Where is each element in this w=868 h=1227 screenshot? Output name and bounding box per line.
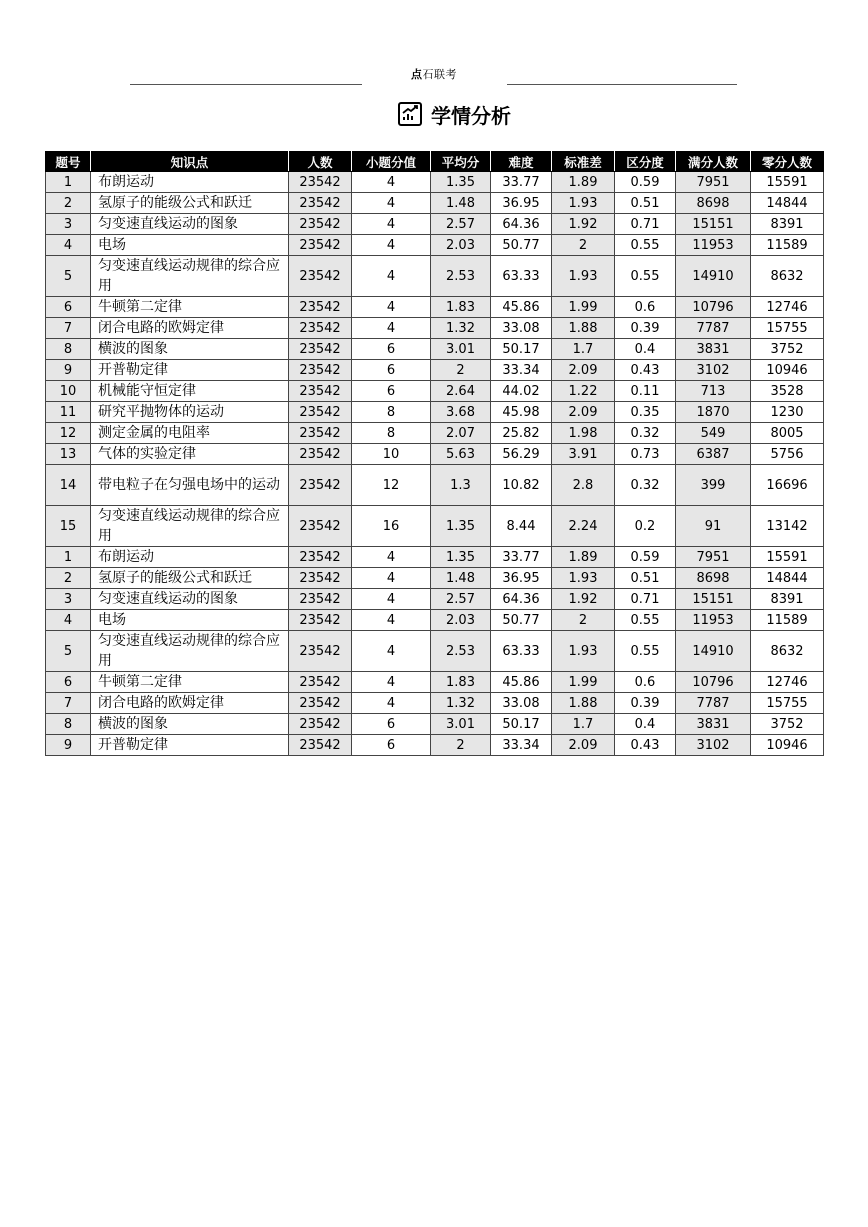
cell-score: 4	[352, 610, 431, 631]
page-header	[0, 62, 868, 88]
cell-difficulty: 44.02	[491, 381, 552, 402]
cell-difficulty: 45.86	[491, 672, 552, 693]
cell-score: 16	[352, 506, 431, 547]
cell-std: 3.91	[552, 444, 615, 465]
cell-avg: 3.01	[431, 339, 491, 360]
cell-std: 2.09	[552, 360, 615, 381]
cell-count: 23542	[289, 589, 352, 610]
cell-disc: 0.43	[615, 735, 676, 756]
cell-avg: 2	[431, 360, 491, 381]
cell-zero: 10946	[751, 735, 824, 756]
cell-disc: 0.55	[615, 235, 676, 256]
cell-difficulty: 33.34	[491, 360, 552, 381]
cell-full: 3831	[676, 714, 751, 735]
cell-disc: 0.32	[615, 423, 676, 444]
header-rule-left	[130, 84, 362, 85]
table-row	[46, 256, 824, 297]
col-header: 满分人数	[676, 152, 751, 172]
cell-full: 549	[676, 423, 751, 444]
table-row	[46, 381, 824, 402]
cell-difficulty: 33.08	[491, 318, 552, 339]
cell-score: 4	[352, 193, 431, 214]
cell-disc: 0.4	[615, 714, 676, 735]
cell-score: 4	[352, 256, 431, 297]
cell-count: 23542	[289, 465, 352, 506]
cell-full: 11953	[676, 235, 751, 256]
cell-score: 4	[352, 589, 431, 610]
cell-disc: 0.73	[615, 444, 676, 465]
cell-disc: 0.59	[615, 172, 676, 193]
cell-disc: 0.2	[615, 506, 676, 547]
col-header: 小题分值	[352, 152, 431, 172]
cell-score: 8	[352, 402, 431, 423]
table-row	[46, 631, 824, 672]
cell-avg: 2.07	[431, 423, 491, 444]
cell-count: 23542	[289, 631, 352, 672]
cell-score: 4	[352, 235, 431, 256]
cell-topic: 横波的图象	[91, 339, 289, 360]
cell-no: 12	[46, 423, 91, 444]
table-row	[46, 214, 824, 235]
cell-disc: 0.4	[615, 339, 676, 360]
cell-disc: 0.51	[615, 193, 676, 214]
cell-no: 2	[46, 193, 91, 214]
cell-difficulty: 33.34	[491, 735, 552, 756]
cell-no: 9	[46, 360, 91, 381]
cell-disc: 0.6	[615, 297, 676, 318]
table-row	[46, 402, 824, 423]
cell-full: 3102	[676, 360, 751, 381]
cell-score: 4	[352, 568, 431, 589]
page-title-block	[0, 96, 868, 132]
header-brand-bold: 点	[411, 68, 423, 81]
cell-score: 4	[352, 214, 431, 235]
cell-full: 7951	[676, 547, 751, 568]
cell-disc: 0.43	[615, 360, 676, 381]
cell-full: 3831	[676, 339, 751, 360]
cell-disc: 0.39	[615, 318, 676, 339]
cell-score: 4	[352, 172, 431, 193]
cell-count: 23542	[289, 506, 352, 547]
cell-full: 399	[676, 465, 751, 506]
cell-zero: 15755	[751, 693, 824, 714]
cell-count: 23542	[289, 214, 352, 235]
cell-topic: 横波的图象	[91, 714, 289, 735]
cell-disc: 0.71	[615, 214, 676, 235]
cell-full: 14910	[676, 256, 751, 297]
cell-zero: 3752	[751, 339, 824, 360]
cell-avg: 2.57	[431, 589, 491, 610]
cell-no: 13	[46, 444, 91, 465]
cell-difficulty: 45.98	[491, 402, 552, 423]
cell-std: 1.93	[552, 631, 615, 672]
table-row	[46, 423, 824, 444]
cell-no: 5	[46, 256, 91, 297]
cell-difficulty: 10.82	[491, 465, 552, 506]
cell-zero: 11589	[751, 235, 824, 256]
cell-avg: 1.35	[431, 547, 491, 568]
analysis-table	[45, 151, 824, 756]
col-header: 标准差	[552, 152, 615, 172]
cell-zero: 16696	[751, 465, 824, 506]
cell-count: 23542	[289, 381, 352, 402]
cell-topic: 电场	[91, 610, 289, 631]
cell-count: 23542	[289, 610, 352, 631]
cell-std: 2.09	[552, 735, 615, 756]
cell-zero: 1230	[751, 402, 824, 423]
cell-topic: 布朗运动	[91, 172, 289, 193]
cell-count: 23542	[289, 235, 352, 256]
cell-disc: 0.59	[615, 547, 676, 568]
cell-count: 23542	[289, 444, 352, 465]
cell-zero: 12746	[751, 672, 824, 693]
cell-full: 6387	[676, 444, 751, 465]
cell-std: 1.88	[552, 318, 615, 339]
table-row	[46, 714, 824, 735]
cell-count: 23542	[289, 547, 352, 568]
cell-zero: 3752	[751, 714, 824, 735]
col-header: 零分人数	[751, 152, 824, 172]
cell-zero: 3528	[751, 381, 824, 402]
cell-topic: 匀变速直线运动的图象	[91, 589, 289, 610]
cell-zero: 8005	[751, 423, 824, 444]
cell-score: 6	[352, 381, 431, 402]
cell-disc: 0.11	[615, 381, 676, 402]
cell-avg: 1.48	[431, 193, 491, 214]
col-header: 知识点	[91, 152, 289, 172]
cell-no: 4	[46, 235, 91, 256]
cell-topic: 匀变速直线运动规律的综合应用	[91, 506, 289, 547]
cell-count: 23542	[289, 672, 352, 693]
cell-avg: 1.32	[431, 693, 491, 714]
cell-no: 10	[46, 381, 91, 402]
col-header: 题号	[46, 152, 91, 172]
table-row	[46, 297, 824, 318]
cell-full: 1870	[676, 402, 751, 423]
cell-std: 2	[552, 235, 615, 256]
cell-topic: 开普勒定律	[91, 360, 289, 381]
cell-no: 14	[46, 465, 91, 506]
cell-difficulty: 45.86	[491, 297, 552, 318]
cell-disc: 0.32	[615, 465, 676, 506]
cell-std: 2.09	[552, 402, 615, 423]
col-header: 人数	[289, 152, 352, 172]
table-row	[46, 735, 824, 756]
cell-full: 3102	[676, 735, 751, 756]
cell-difficulty: 33.77	[491, 547, 552, 568]
cell-topic: 带电粒子在匀强电场中的运动	[91, 465, 289, 506]
cell-disc: 0.55	[615, 256, 676, 297]
table-row	[46, 568, 824, 589]
table-row	[46, 360, 824, 381]
header-brand-rest: 石联考	[422, 68, 457, 81]
cell-zero: 12746	[751, 297, 824, 318]
cell-std: 1.88	[552, 693, 615, 714]
cell-std: 1.99	[552, 672, 615, 693]
cell-zero: 10946	[751, 360, 824, 381]
cell-difficulty: 63.33	[491, 256, 552, 297]
cell-std: 1.99	[552, 297, 615, 318]
cell-disc: 0.35	[615, 402, 676, 423]
cell-topic: 闭合电路的欧姆定律	[91, 318, 289, 339]
col-header: 区分度	[615, 152, 676, 172]
table-row	[46, 193, 824, 214]
cell-count: 23542	[289, 172, 352, 193]
cell-count: 23542	[289, 402, 352, 423]
cell-full: 10796	[676, 672, 751, 693]
cell-zero: 5756	[751, 444, 824, 465]
cell-difficulty: 33.08	[491, 693, 552, 714]
cell-avg: 2.03	[431, 610, 491, 631]
cell-topic: 氢原子的能级公式和跃迁	[91, 568, 289, 589]
cell-difficulty: 50.17	[491, 339, 552, 360]
cell-zero: 14844	[751, 568, 824, 589]
cell-difficulty: 36.95	[491, 193, 552, 214]
cell-count: 23542	[289, 735, 352, 756]
cell-disc: 0.55	[615, 631, 676, 672]
cell-full: 11953	[676, 610, 751, 631]
cell-disc: 0.39	[615, 693, 676, 714]
table-row	[46, 672, 824, 693]
cell-score: 6	[352, 735, 431, 756]
cell-avg: 1.48	[431, 568, 491, 589]
table-row	[46, 318, 824, 339]
cell-count: 23542	[289, 193, 352, 214]
cell-topic: 气体的实验定律	[91, 444, 289, 465]
cell-score: 4	[352, 547, 431, 568]
cell-difficulty: 50.77	[491, 610, 552, 631]
table-row	[46, 465, 824, 506]
cell-avg: 2.64	[431, 381, 491, 402]
cell-score: 6	[352, 339, 431, 360]
cell-avg: 2.03	[431, 235, 491, 256]
cell-difficulty: 50.17	[491, 714, 552, 735]
cell-std: 1.7	[552, 339, 615, 360]
cell-full: 7951	[676, 172, 751, 193]
cell-no: 4	[46, 610, 91, 631]
cell-difficulty: 36.95	[491, 568, 552, 589]
cell-topic: 牛顿第二定律	[91, 297, 289, 318]
col-header: 难度	[491, 152, 552, 172]
cell-disc: 0.71	[615, 589, 676, 610]
cell-topic: 氢原子的能级公式和跃迁	[91, 193, 289, 214]
cell-topic: 电场	[91, 235, 289, 256]
cell-full: 7787	[676, 318, 751, 339]
table-row	[46, 610, 824, 631]
cell-full: 8698	[676, 193, 751, 214]
cell-zero: 15755	[751, 318, 824, 339]
cell-no: 7	[46, 693, 91, 714]
cell-full: 14910	[676, 631, 751, 672]
cell-std: 1.93	[552, 256, 615, 297]
table-row	[46, 339, 824, 360]
cell-std: 1.93	[552, 193, 615, 214]
cell-no: 3	[46, 589, 91, 610]
header-brand	[0, 66, 868, 82]
cell-score: 4	[352, 631, 431, 672]
cell-avg: 5.63	[431, 444, 491, 465]
cell-avg: 3.01	[431, 714, 491, 735]
cell-score: 4	[352, 672, 431, 693]
cell-zero: 13142	[751, 506, 824, 547]
cell-std: 1.22	[552, 381, 615, 402]
cell-count: 23542	[289, 256, 352, 297]
cell-zero: 11589	[751, 610, 824, 631]
cell-zero: 8391	[751, 589, 824, 610]
cell-avg: 2.53	[431, 256, 491, 297]
cell-count: 23542	[289, 297, 352, 318]
cell-no: 8	[46, 339, 91, 360]
cell-difficulty: 63.33	[491, 631, 552, 672]
cell-full: 15151	[676, 214, 751, 235]
cell-disc: 0.55	[615, 610, 676, 631]
cell-std: 1.7	[552, 714, 615, 735]
cell-topic: 匀变速直线运动规律的综合应用	[91, 631, 289, 672]
table-body	[46, 172, 824, 756]
cell-zero: 15591	[751, 172, 824, 193]
cell-no: 2	[46, 568, 91, 589]
header-rule-right	[507, 84, 737, 85]
cell-zero: 8632	[751, 631, 824, 672]
cell-avg: 3.68	[431, 402, 491, 423]
cell-avg: 1.32	[431, 318, 491, 339]
cell-full: 713	[676, 381, 751, 402]
cell-difficulty: 56.29	[491, 444, 552, 465]
cell-no: 5	[46, 631, 91, 672]
col-header: 平均分	[431, 152, 491, 172]
cell-no: 15	[46, 506, 91, 547]
cell-score: 12	[352, 465, 431, 506]
cell-no: 1	[46, 547, 91, 568]
cell-count: 23542	[289, 714, 352, 735]
cell-difficulty: 64.36	[491, 214, 552, 235]
cell-score: 6	[352, 360, 431, 381]
cell-std: 1.98	[552, 423, 615, 444]
cell-no: 7	[46, 318, 91, 339]
cell-avg: 1.35	[431, 506, 491, 547]
cell-std: 1.92	[552, 589, 615, 610]
cell-difficulty: 33.77	[491, 172, 552, 193]
cell-zero: 15591	[751, 547, 824, 568]
cell-no: 11	[46, 402, 91, 423]
cell-score: 4	[352, 318, 431, 339]
cell-count: 23542	[289, 360, 352, 381]
cell-avg: 1.35	[431, 172, 491, 193]
cell-count: 23542	[289, 568, 352, 589]
cell-avg: 1.83	[431, 672, 491, 693]
cell-topic: 机械能守恒定律	[91, 381, 289, 402]
cell-zero: 14844	[751, 193, 824, 214]
cell-no: 6	[46, 297, 91, 318]
cell-zero: 8632	[751, 256, 824, 297]
table-row	[46, 506, 824, 547]
cell-std: 2.24	[552, 506, 615, 547]
table-row	[46, 172, 824, 193]
cell-avg: 1.3	[431, 465, 491, 506]
cell-topic: 开普勒定律	[91, 735, 289, 756]
cell-std: 1.93	[552, 568, 615, 589]
cell-score: 8	[352, 423, 431, 444]
cell-disc: 0.6	[615, 672, 676, 693]
cell-no: 6	[46, 672, 91, 693]
cell-score: 4	[352, 297, 431, 318]
cell-full: 10796	[676, 297, 751, 318]
cell-difficulty: 25.82	[491, 423, 552, 444]
cell-full: 91	[676, 506, 751, 547]
cell-full: 7787	[676, 693, 751, 714]
cell-no: 8	[46, 714, 91, 735]
cell-no: 9	[46, 735, 91, 756]
cell-topic: 测定金属的电阻率	[91, 423, 289, 444]
cell-count: 23542	[289, 339, 352, 360]
cell-score: 6	[352, 714, 431, 735]
cell-topic: 匀变速直线运动的图象	[91, 214, 289, 235]
cell-avg: 2.53	[431, 631, 491, 672]
cell-difficulty: 8.44	[491, 506, 552, 547]
page-title: 学情分析	[431, 103, 511, 128]
cell-score: 4	[352, 693, 431, 714]
cell-full: 15151	[676, 589, 751, 610]
cell-full: 8698	[676, 568, 751, 589]
cell-count: 23542	[289, 318, 352, 339]
cell-count: 23542	[289, 423, 352, 444]
cell-topic: 牛顿第二定律	[91, 672, 289, 693]
cell-difficulty: 64.36	[491, 589, 552, 610]
cell-no: 3	[46, 214, 91, 235]
cell-difficulty: 50.77	[491, 235, 552, 256]
cell-score: 10	[352, 444, 431, 465]
cell-std: 1.92	[552, 214, 615, 235]
cell-disc: 0.51	[615, 568, 676, 589]
table-row	[46, 235, 824, 256]
cell-topic: 闭合电路的欧姆定律	[91, 693, 289, 714]
cell-zero: 8391	[751, 214, 824, 235]
table-row	[46, 547, 824, 568]
cell-no: 1	[46, 172, 91, 193]
cell-std: 1.89	[552, 172, 615, 193]
cell-count: 23542	[289, 693, 352, 714]
chart-icon	[397, 101, 423, 127]
cell-avg: 1.83	[431, 297, 491, 318]
cell-topic: 匀变速直线运动规律的综合应用	[91, 256, 289, 297]
cell-avg: 2	[431, 735, 491, 756]
cell-std: 2.8	[552, 465, 615, 506]
cell-topic: 研究平抛物体的运动	[91, 402, 289, 423]
table-header-row	[46, 152, 824, 172]
cell-topic: 布朗运动	[91, 547, 289, 568]
cell-std: 1.89	[552, 547, 615, 568]
cell-avg: 2.57	[431, 214, 491, 235]
table-row	[46, 589, 824, 610]
cell-std: 2	[552, 610, 615, 631]
table-row	[46, 693, 824, 714]
table-row	[46, 444, 824, 465]
